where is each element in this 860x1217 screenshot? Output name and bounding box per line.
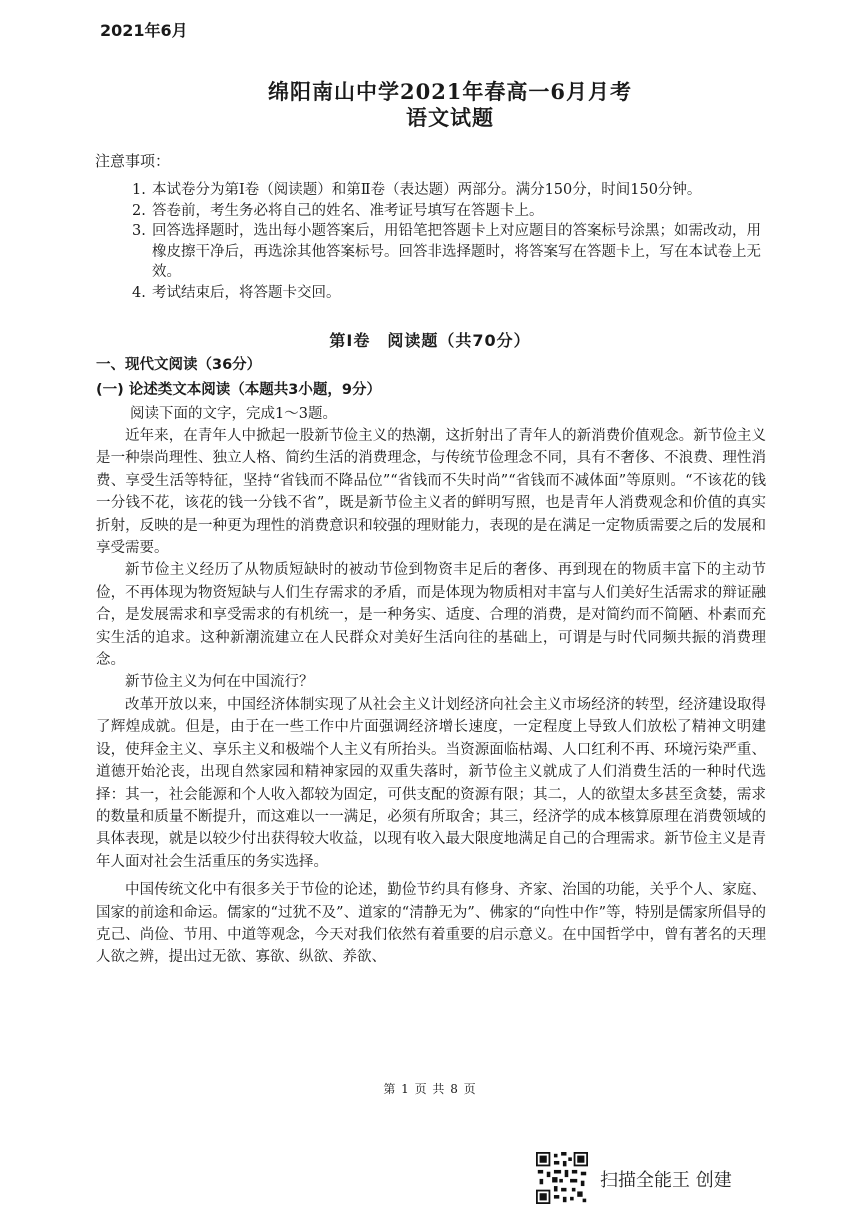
article-body (96, 425, 766, 969)
part-heading: 一、现代文阅读（36分） (96, 357, 262, 373)
notice-item (132, 283, 772, 304)
exam-title: 绵阳南山中学2021年春高一6月月考 (267, 79, 633, 104)
notice-item (132, 201, 772, 222)
exam-subject: 语文试题 (406, 105, 494, 130)
subpart-heading: (一) 论述类文本阅读（本题共3小题，9分） (96, 382, 381, 398)
notice-item-text: 回答选择题时，选出每小题答案后，用铅笔把答题卡上对应题目的答案标号涂黑；如需改动，用橡皮擦干净后，再选涂其他答案标号。回答非选择题时，将答案写在答题卡上，写在本试卷上无效。 (152, 223, 761, 280)
article-paragraph: 新节俭主义为何在中国流行？ (125, 674, 314, 691)
notice-item-number: 1. (132, 182, 146, 198)
article-paragraph: 新节俭主义经历了从物质短缺时的被动节俭到物资丰足后的奢侈、再到现在的物质丰富下的主动节俭，不再体现为物资短缺与人们生存需求的矛盾，而是体现为物质相对丰富与人们美好生活需求的辩证融合，是发展需求和享受需求的有机统一，是一种务实、适度、合理的消费，是对简约而不简陋、朴素而充实生活的追求。这种新潮流建立在人民群众对美好生活向往的基础上，可谓是与时代同频共振的消费理念。 (96, 562, 766, 669)
scanner-watermark-label: 扫描全能王 创建 (600, 1170, 732, 1191)
section-title: 第Ⅰ卷 阅读题（共70分） (329, 331, 531, 350)
notice-item-text: 本试卷分为第Ⅰ卷（阅读题）和第Ⅱ卷（表达题）两部分。满分150分，时间150分钟。 (152, 182, 702, 198)
notice-item-number: 3. (132, 223, 146, 239)
notice-item (132, 221, 772, 283)
reading-instruction: 阅读下面的文字，完成1～3题。 (130, 406, 337, 422)
exam-date: 2021年6月 (100, 21, 188, 40)
article-paragraph: 中国传统文化中有很多关于节俭的论述，勤俭节约具有修身、齐家、治国的功能，关乎个人、家庭、国家的前途和命运。儒家的“过犹不及”、道家的“清静无为”、佛家的“向性中作”等，特别是儒家所倡导的克己、尚俭、节用、中道等观念，今天对我们依然有着重要的启示意义。在中国哲学中，曾有著名的天理人欲之辨，提出过无欲、寡欲、纵欲、养欲、 (96, 882, 766, 966)
qr-code-icon (536, 1152, 588, 1204)
notice-item-text: 答卷前，考生务必将自己的姓名、准考证号填写在答题卡上。 (152, 202, 544, 219)
notice-item-text: 考试结束后，将答题卡交回。 (152, 284, 341, 301)
page-footer: 第 1 页 共 8 页 (383, 1082, 477, 1096)
notice-item-number: 2. (132, 202, 146, 219)
article-paragraph: 近年来，在青年人中掀起一股新节俭主义的热潮，这折射出了青年人的新消费价值观念。新节俭主义是一种崇尚理性、独立人格、简约生活的消费理念，与传统节俭理念不同，具有不奢侈、不浪费、理性消费、享受生活等特征，坚持“省钱而不降品位”“省钱而不失时尚”“省钱而不减体面”等原则。“不该花的钱一分钱不花，该花的钱一分钱不省”，既是新节俭主义者的鲜明写照，也是青年人消费观念和价值的真实折射，反映的是一种更为理性的消费意识和较强的理财能力，表现的是在满足一定物质需要之后的发展和享受需要。 (96, 428, 766, 557)
notice-item (132, 180, 772, 201)
notice-heading: 注意事项： (95, 152, 171, 170)
notice-list (132, 180, 772, 303)
notice-item-number: 4. (132, 284, 146, 301)
article-paragraph: 改革开放以来，中国经济体制实现了从社会主义计划经济向社会主义市场经济的转型，经济建设取得了辉煌成就。但是，由于在一些工作中片面强调经济增长速度，一定程度上导致人们放松了精神文明建设，使拜金主义、享乐主义和极端个人主义有所抬头。当资源面临枯竭、人口红利不再、环境污染严重、道德开始沦丧，出现自然家园和精神家园的双重失落时，新节俭主义就成了人们消费生活的一种时代选择：其一，社会能源和个人收入都较为固定，可供支配的资源有限；其二，人的欲望太多甚至贪婪，需求的数量和质量不断提升，而这难以一一满足，必须有所取舍；其三，经济学的成本核算原理在消费领域的具体表现，就是以较少付出获得较大收益，以现有收入最大限度地满足自己的合理需求。新节俭主义是青年人面对社会生活重压的务实选择。 (96, 696, 766, 870)
